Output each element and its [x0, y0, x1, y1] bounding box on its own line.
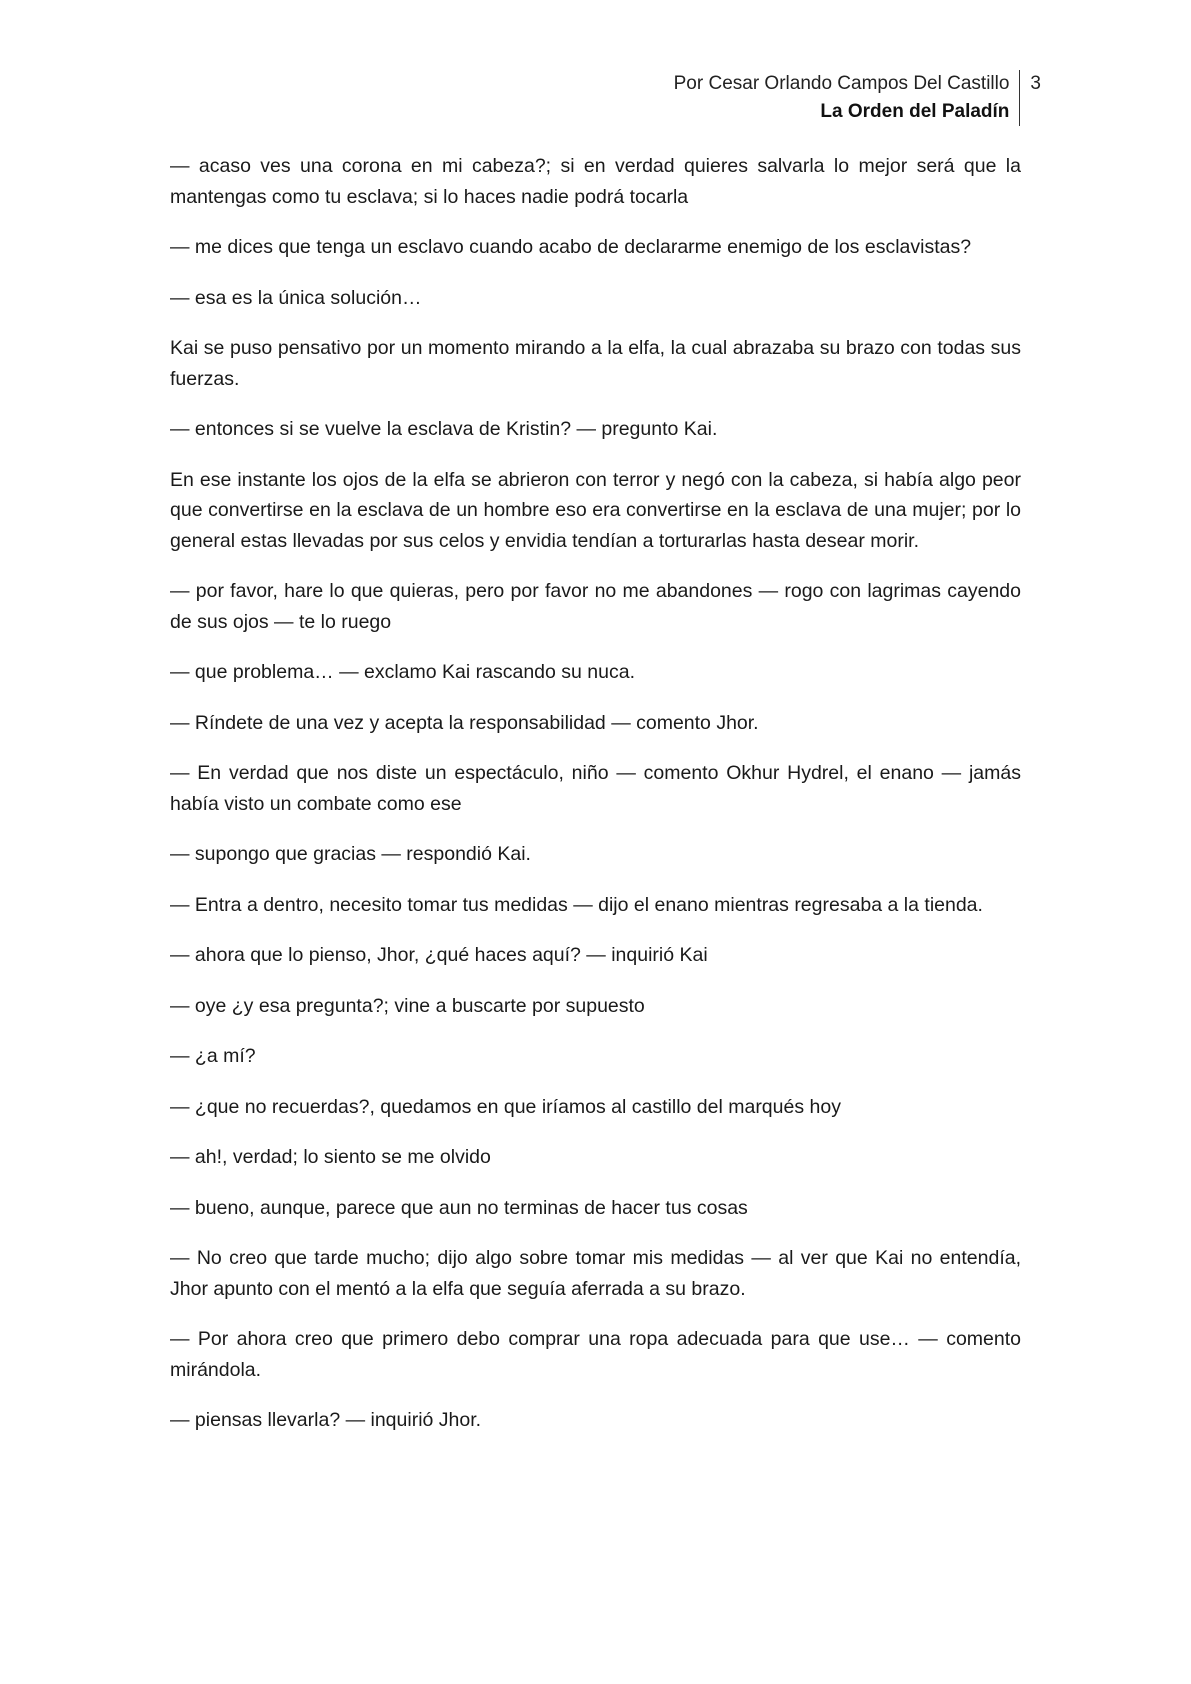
paragraph: — Por ahora creo que primero debo comprar una ropa adecuada para que use… — comento mirándola. — [170, 1328, 1021, 1381]
paragraph: — ahora que lo pienso, Jhor, ¿qué haces aquí? — inquirió Kai — [170, 944, 708, 966]
paragraph: — En verdad que nos diste un espectáculo, niño — comento Okhur Hydrel, el enano — jamás había visto un combate como ese — [170, 762, 1021, 815]
header-text-block — [674, 70, 1021, 126]
paragraph: — me dices que tenga un esclavo cuando acabo de declararme enemigo de los esclavistas? — [170, 236, 972, 258]
paragraph: — acaso ves una corona en mi cabeza?; si en verdad quieres salvarla lo mejor será que la mantengas como tu esclava; si lo haces nadie podrá tocarla — [170, 155, 1021, 208]
paragraph: — Entra a dentro, necesito tomar tus medidas — dijo el enano mientras regresaba a la tienda. — [170, 893, 983, 916]
paragraph: — entonces si se vuelve la esclava de Kristin? — pregunto Kai. — [170, 418, 718, 440]
page-header — [674, 70, 1041, 126]
paragraph: — supongo que gracias — respondió Kai. — [170, 843, 531, 865]
page-number: 3 — [1030, 73, 1041, 94]
header-author: Por Cesar Orlando Campos Del Castillo — [673, 73, 1010, 94]
paragraph: — piensas llevarla? — inquirió Jhor. — [170, 1409, 482, 1431]
paragraph: — Ríndete de una vez y acepta la responsabilidad — comento Jhor. — [170, 711, 759, 734]
header-book-title: La Orden del Paladín — [820, 101, 1010, 122]
paragraph: — bueno, aunque, parece que aun no terminas de hacer tus cosas — [170, 1196, 748, 1219]
paragraph: — oye ¿y esa pregunta?; vine a buscarte por supuesto — [170, 994, 645, 1017]
paragraph: — ah!, verdad; lo siento se me olvido — [170, 1146, 491, 1168]
paragraph: — No creo que tarde mucho; dijo algo sobre tomar mis medidas — al ver que Kai no entendía, Jhor apunto con el mentó a la elfa que seguía aferrada a su brazo. — [170, 1247, 1021, 1300]
paragraph: En ese instante los ojos de la elfa se abrieron con terror y negó con la cabeza, si había algo peor que convertirse en la esclava de un hombre eso era convertirse en la esclava de una mujer; por lo general estas llevadas por sus celos y envidia tendían a torturarlas hasta desear morir. — [170, 468, 1021, 552]
paragraph: Kai se puso pensativo por un momento mirando a la elfa, la cual abrazaba su brazo con todas sus fuerzas. — [170, 337, 1021, 390]
document-body — [170, 151, 1021, 1456]
paragraph: — ¿a mí? — [170, 1045, 256, 1067]
paragraph: — ¿que no recuerdas?, quedamos en que iríamos al castillo del marqués hoy — [170, 1095, 841, 1118]
paragraph: — que problema… — exclamo Kai rascando su nuca. — [170, 661, 635, 683]
paragraph: — esa es la única solución… — [170, 286, 422, 309]
paragraph: — por favor, hare lo que quieras, pero por favor no me abandones — rogo con lagrimas cayendo de sus ojos — te lo ruego — [170, 580, 1021, 633]
